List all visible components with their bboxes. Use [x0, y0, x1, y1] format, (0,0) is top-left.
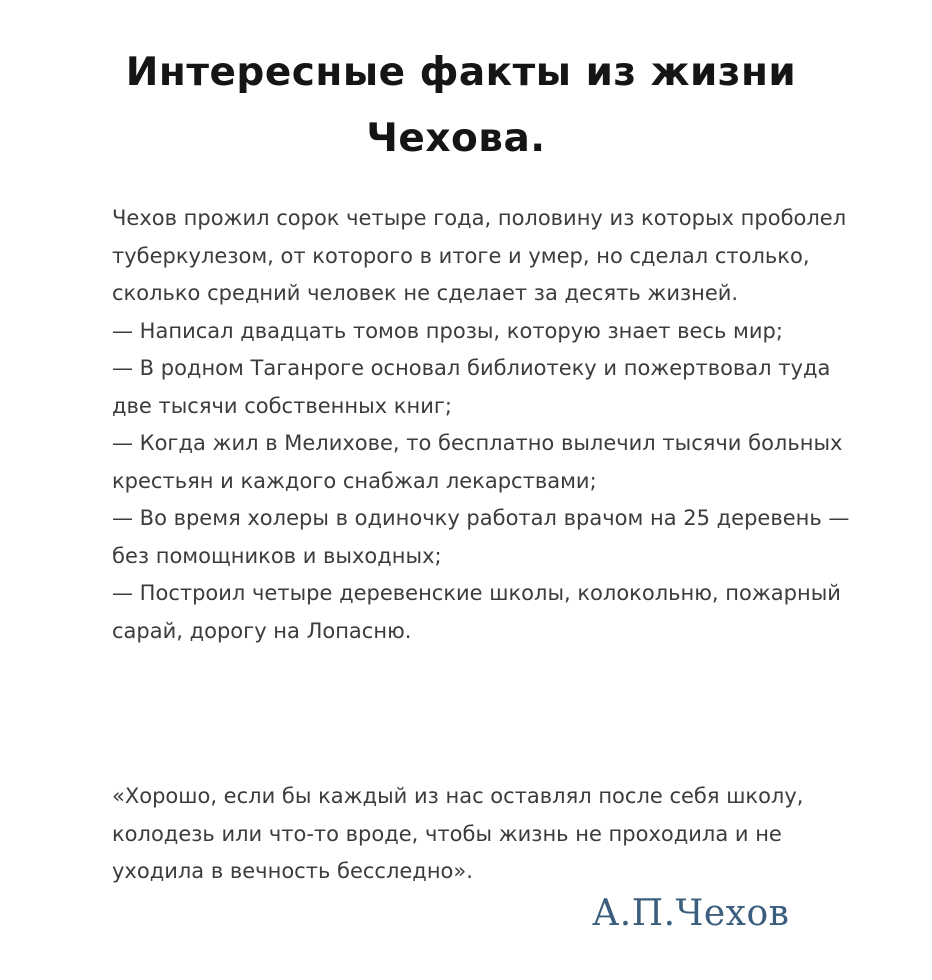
chekhov-quote: «Хорошо, если бы каждый из нас оставлял после себя школу, колодезь или что-то вроде, чтобы жизнь не проходила и не уходила в вечность бесследно». — [112, 784, 804, 883]
page-title — [0, 40, 932, 172]
quote-author: А.П.Чехов — [592, 893, 790, 934]
fact-prose: — Написал двадцать томов прозы, которую знает весь мир; — [112, 318, 783, 343]
fact-melikhovo: — Когда жил в Мелихове, то бесплатно вылечил тысячи больных крестьян и каждого снабжал лекарствами; — [112, 431, 843, 493]
page-title-line-2: Чехова. — [366, 116, 546, 161]
fact-library: — В родном Таганроге основал библиотеку и пожертвовал туда две тысячи собственных книг; — [112, 356, 831, 418]
fact-schools: — Построил четыре деревенские школы, колокольню, пожарный сарай, дорогу на Лопасню. — [112, 581, 841, 643]
intro-paragraph: Чехов прожил сорок четыре года, половину из которых проболел туберкулезом, от которого в итоге и умер, но сделал столько, сколько средний человек не сделает за десять жизней. — [112, 206, 847, 305]
fact-cholera: — Во время холеры в одиночку работал врачом на 25 деревень — без помощников и выходных; — [112, 506, 850, 568]
facts-text — [112, 200, 852, 650]
page-title-line-1: Интересные факты из жизни — [125, 50, 797, 95]
